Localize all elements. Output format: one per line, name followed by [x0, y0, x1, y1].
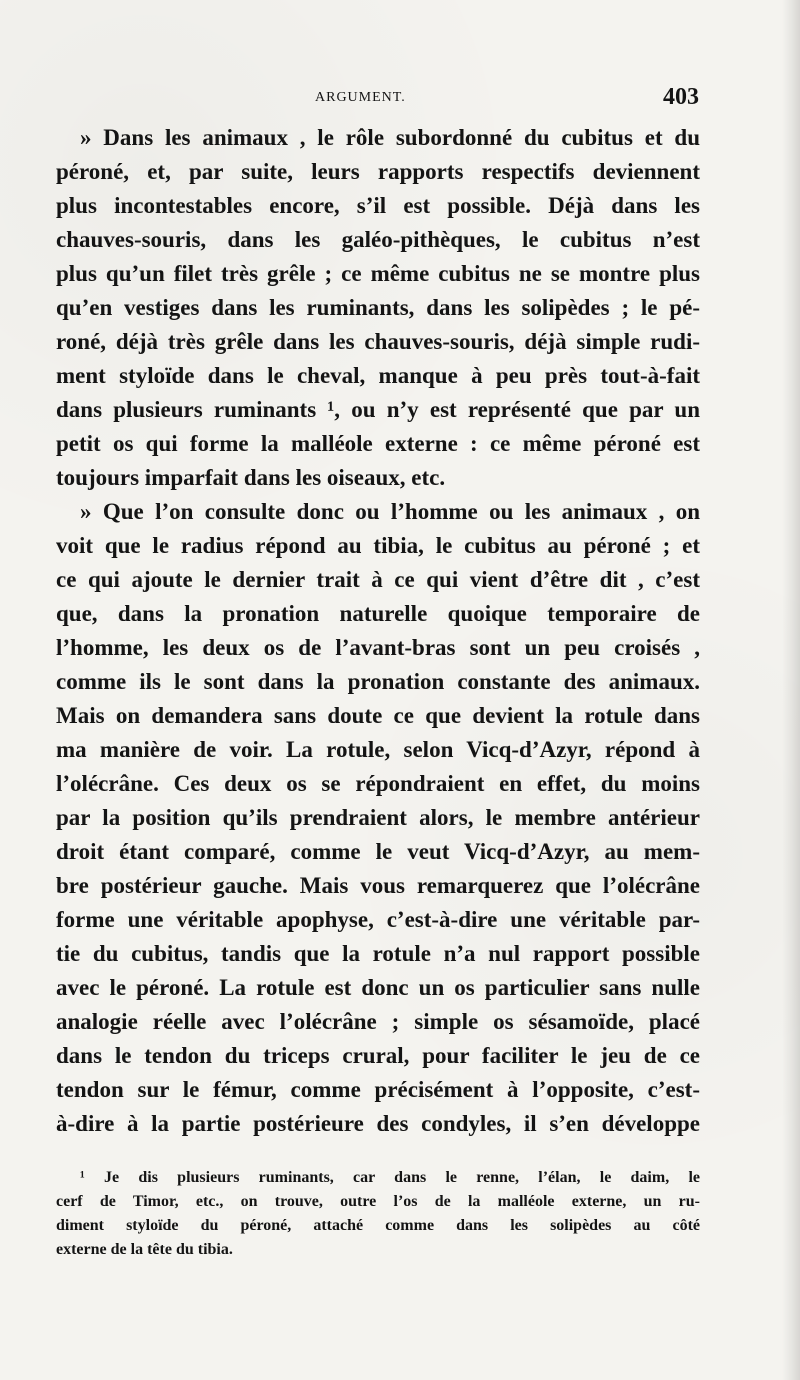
text-line: tie du cubitus, tandis que la rotule n’a nul rapport possible — [56, 941, 700, 966]
page-edge-shadow — [782, 0, 800, 1380]
text-line: plus qu’un filet très grêle ; ce même cubitus ne se montre plus — [56, 261, 700, 286]
text-line: par la position qu’ils prendraient alors, le membre antérieur — [56, 805, 700, 830]
running-title: ARGUMENT. — [315, 90, 406, 105]
text-line: dans plusieurs ruminants ¹, ou n’y est représenté que par un — [56, 397, 700, 422]
text-line: Mais on demandera sans doute ce que devient la rotule dans — [56, 703, 700, 728]
footnote-line: externe de la tête du tibia. — [56, 1241, 233, 1258]
text-line: droit étant comparé, comme le veut Vicq-d’Azyr, au mem- — [56, 839, 700, 864]
text-line: tendon sur le fémur, comme précisément à l’opposite, c’est- — [56, 1077, 700, 1102]
footnote — [56, 1166, 700, 1262]
text-line: » Que l’on consulte donc ou l’homme ou les animaux , on — [80, 499, 700, 524]
text-line: péroné, et, par suite, leurs rapports respectifs deviennent — [56, 159, 700, 184]
text-line: que, dans la pronation naturelle quoique temporaire de — [56, 601, 700, 626]
text-line: roné, déjà très grêle dans les chauves-souris, déjà simple rudi- — [56, 329, 700, 354]
page-number: 403 — [663, 84, 699, 110]
running-head — [0, 84, 800, 114]
text-line: dans le tendon du triceps crural, pour faciliter le jeu de ce — [56, 1043, 700, 1068]
text-line: l’homme, les deux os de l’avant-bras sont un peu croisés , — [56, 635, 700, 660]
text-line: analogie réelle avec l’olécrâne ; simple os sésamoïde, placé — [56, 1009, 700, 1034]
text-line: ment styloïde dans le cheval, manque à peu près tout-à-fait — [56, 363, 700, 388]
text-line: à-dire à la partie postérieure des condyles, il s’en développe — [56, 1111, 700, 1136]
text-line: plus incontestables encore, s’il est possible. Déjà dans les — [56, 193, 700, 218]
text-line: chauves-souris, dans les galéo-pithèques, le cubitus n’est — [56, 227, 700, 252]
footnote-line: ¹ Je dis plusieurs ruminants, car dans le renne, l’élan, le daim, le — [80, 1169, 700, 1186]
text-line: » Dans les animaux , le rôle subordonné du cubitus et du — [80, 125, 700, 150]
text-line: bre postérieur gauche. Mais vous remarquerez que l’olécrâne — [56, 873, 700, 898]
footnote-line: cerf de Timor, etc., on trouve, outre l’os de la malléole externe, un ru- — [56, 1193, 700, 1210]
text-line: petit os qui forme la malléole externe : ce même péroné est — [56, 431, 700, 456]
text-line: forme une véritable apophyse, c’est-à-dire une véritable par- — [56, 907, 700, 932]
text-line: l’olécrâne. Ces deux os se répondraient en effet, du moins — [56, 771, 700, 796]
text-line: comme ils le sont dans la pronation constante des animaux. — [56, 669, 700, 694]
text-line: qu’en vestiges dans les ruminants, dans les solipèdes ; le pé- — [56, 295, 700, 320]
text-line: avec le péroné. La rotule est donc un os particulier sans nulle — [56, 975, 700, 1000]
text-line: voit que le radius répond au tibia, le cubitus au péroné ; et — [56, 533, 700, 558]
text-line: ma manière de voir. La rotule, selon Vicq-d’Azyr, répond à — [56, 737, 700, 762]
footnote-line: diment styloïde du péroné, attaché comme dans les solipèdes au côté — [56, 1217, 700, 1234]
text-line: toujours imparfait dans les oiseaux, etc. — [56, 465, 446, 490]
main-text — [56, 121, 700, 1141]
text-line: ce qui ajoute le dernier trait à ce qui vient d’être dit , c’est — [56, 567, 700, 592]
